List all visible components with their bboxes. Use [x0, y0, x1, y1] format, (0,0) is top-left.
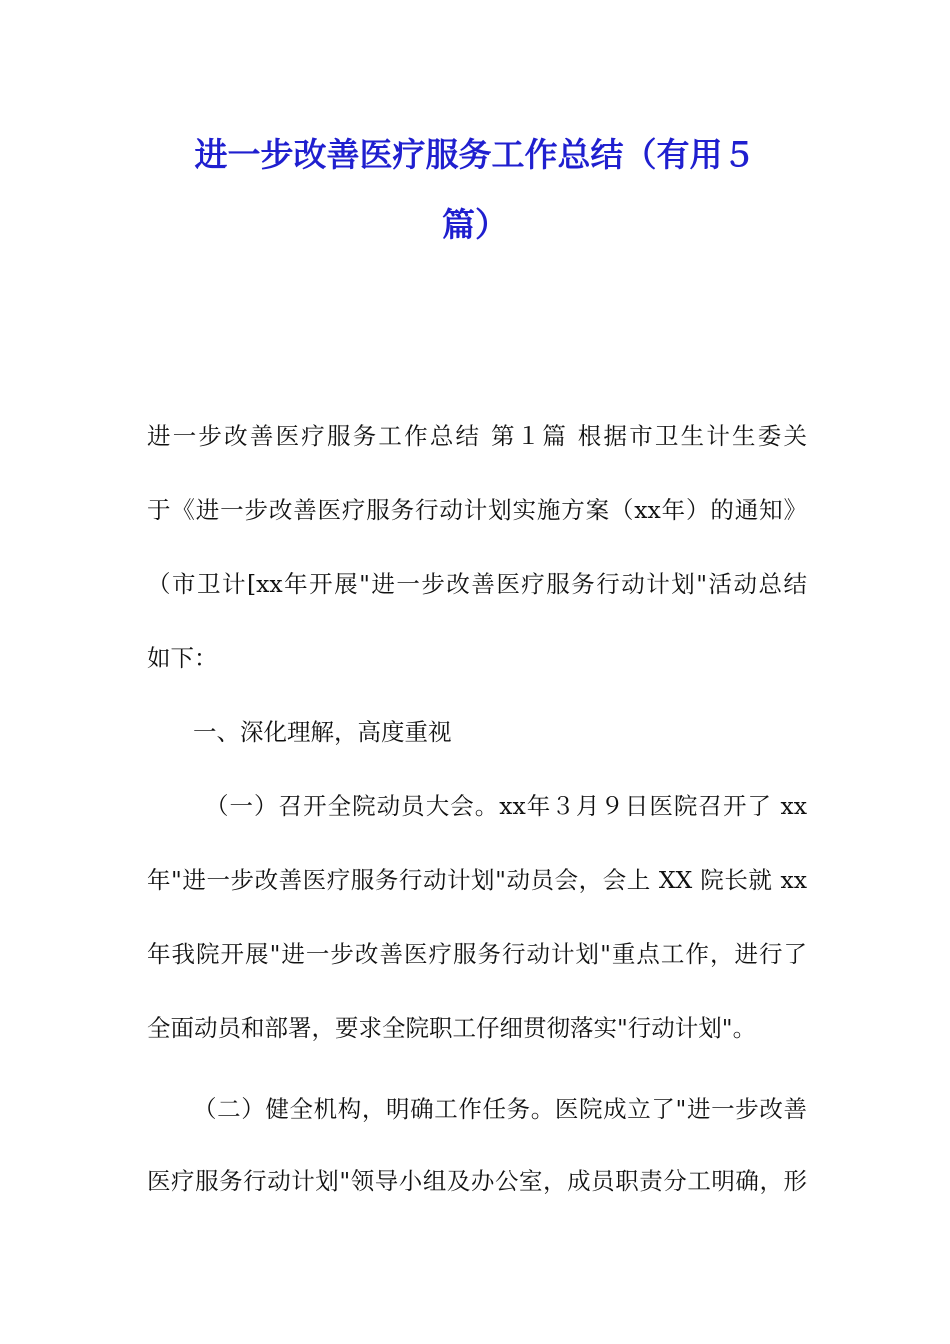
paragraph-line: （二）健全机构，明确工作任务。医院成立了"进一步改善 — [193, 1095, 807, 1123]
paragraph-line: 于《进一步改善医疗服务行动计划实施方案（xx年）的通知》 — [147, 496, 807, 524]
paragraph-line: （市卫计[xx年开展"进一步改善医疗服务行动计划"活动总结 — [147, 570, 807, 598]
paragraph-line: 医疗服务行动计划"领导小组及办公室，成员职责分工明确，形 — [147, 1167, 807, 1195]
document-title-line-2: 篇） — [442, 205, 508, 244]
document-title-line-1: 进一步改善医疗服务工作总结（有用５ — [194, 135, 756, 174]
section-heading: 一、深化理解，高度重视 — [193, 718, 452, 746]
paragraph-line: （一）召开全院动员大会。xx年３月９日医院召开了 xx — [205, 792, 807, 820]
paragraph-line: 进一步改善医疗服务工作总结 第１篇 根据市卫生计生委关 — [147, 422, 807, 450]
paragraph-line: 全面动员和部署，要求全院职工仔细贯彻落实"行动计划"。 — [147, 1014, 757, 1042]
paragraph-line: 年我院开展"进一步改善医疗服务行动计划"重点工作，进行了 — [147, 940, 807, 968]
paragraph-line: 年"进一步改善医疗服务行动计划"动员会，会上 XX 院长就 xx — [147, 866, 807, 894]
paragraph-line: 如下： — [147, 644, 218, 672]
